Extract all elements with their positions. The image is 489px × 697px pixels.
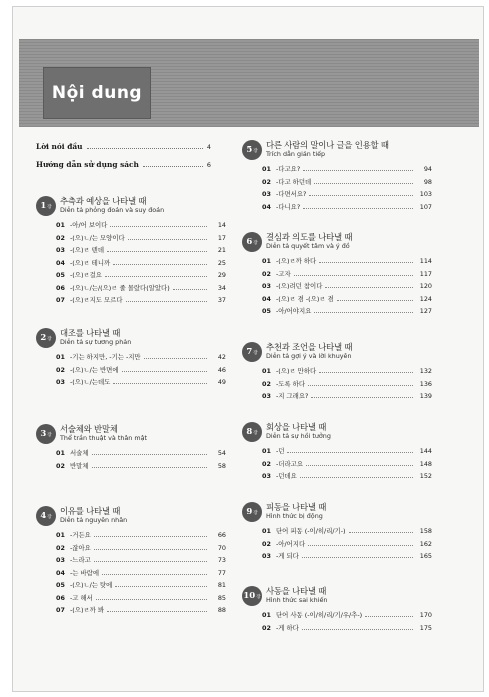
item-text: -다고요? [276,165,301,173]
chapter-number-badge [242,342,262,362]
item-page: 66 [217,531,226,539]
intro-page: 4 [206,143,211,151]
dot-leader [306,465,413,466]
chapter-suffix: 장 [253,431,258,436]
dot-leader [314,312,413,313]
item-text: -(으)ㄴ/는 탓에 [70,581,113,589]
item-text: -(으)ㄹ까 봐 [70,606,105,614]
dot-leader [92,467,207,468]
toc-item [56,220,226,233]
dot-leader [107,611,207,612]
toc-item [56,555,226,568]
intro-item-preface [36,142,211,151]
toc-item [262,189,432,202]
chapter-number-badge [242,586,262,606]
intro-page: 6 [206,161,211,169]
item-number: 01 [262,257,271,265]
toc-item [56,568,226,581]
item-number: 01 [56,353,65,361]
chapter-number: 1 [40,201,47,211]
chapter-items [262,526,432,564]
toc-item [262,623,432,636]
item-page: 54 [217,449,226,457]
item-page: 17 [217,233,226,242]
item-number: 02 [262,269,271,278]
item-number: 03 [262,552,271,560]
item-text: -(으)ㄹ 테니까 [70,258,111,267]
item-page: 21 [217,246,226,254]
item-number: 07 [56,606,65,614]
chapter-number-badge [242,140,262,160]
item-number: 01 [262,165,271,173]
item-number: 03 [262,190,271,198]
item-number: 03 [262,392,271,400]
item-text: -고 해서 [70,593,93,602]
chapter-subtitle: Diễn tả quyết tâm và ý đồ [266,242,350,250]
item-text: -던데요 [276,472,297,480]
item-page: 58 [217,461,226,470]
dot-leader [87,148,203,149]
toc-item [56,461,226,474]
item-page: 120 [419,282,432,290]
item-number: 05 [56,581,65,589]
item-number: 02 [262,177,271,186]
toc-item [56,448,226,461]
chapter-suffix: 장 [253,511,258,516]
item-number: 06 [56,283,65,292]
item-text: -는 바람에 [70,568,100,577]
item-text: -기는 하지만, -기는 -지만 [70,353,141,361]
intro-label: Lời nói đầu [36,142,83,151]
item-page: 98 [423,177,432,186]
dot-leader [94,549,207,550]
toc-item [262,177,432,190]
chapter-title: 회상을 나타낼 때 [266,422,327,432]
item-text: -(으)ㄴ/는/(으)ㄹ 줄 몰랐다(알았다) [70,283,170,292]
chapter-subtitle: Diễn tả gợi ý và lời khuyên [266,352,352,360]
item-text: -(으)ㄹ까 하다 [276,257,317,265]
dot-leader [349,532,413,533]
chapter-suffix: 장 [47,337,52,342]
item-text: -지 그래요? [276,392,309,400]
item-number: 05 [262,307,271,315]
item-text: -느라고 [70,556,91,564]
toc-item [56,270,226,283]
chapter-number: 3 [40,429,47,439]
item-page: 77 [217,568,226,577]
dot-leader [319,262,413,263]
toc-item [262,446,432,459]
toc-item [56,377,226,390]
item-text: -아/어야지요 [276,307,312,315]
item-number: 01 [262,527,271,535]
item-text: -(으)ㄹ지도 모르다 [70,296,123,304]
dot-leader [126,301,207,302]
item-page: 148 [419,459,432,468]
item-page: 175 [419,623,432,632]
chapter-items [56,530,226,618]
item-text: -다면서요? [276,190,307,198]
chapter-number: 8 [246,427,253,437]
dot-leader [303,208,413,209]
toc-item [262,269,432,282]
item-number: 02 [56,543,65,552]
dot-leader [302,629,413,630]
chapter-subtitle: Diễn tả sự hồi tưởng [266,432,331,440]
item-text: -잖아요 [70,543,91,552]
toc-item [262,281,432,294]
item-number: 03 [262,282,271,290]
item-number: 01 [262,447,271,455]
dot-leader [294,275,413,276]
item-number: 04 [56,258,65,267]
toc-item [262,366,432,379]
chapter-items [56,220,226,308]
item-number: 01 [56,449,65,457]
toc-item [262,471,432,484]
chapter-title: 이유를 나타낼 때 [60,506,121,516]
item-page: 34 [217,283,226,292]
item-number: 04 [262,202,271,211]
chapter-items [262,256,432,319]
item-page: 162 [419,539,432,548]
toc-item [56,605,226,618]
chapter-number-badge [242,232,262,252]
toc-item [56,593,226,606]
dot-leader [128,239,207,240]
chapter-title: 추측과 예상을 나타낼 때 [60,196,147,206]
item-number: 02 [262,539,271,548]
item-page: 165 [419,552,432,560]
toc-item [262,202,432,215]
item-page: 136 [419,379,432,388]
item-text: -아/어지다 [276,539,306,548]
item-number: 02 [56,461,65,470]
dot-leader [337,300,413,301]
toc-item [262,551,432,564]
chapter-number: 6 [246,237,253,247]
dot-leader [102,574,207,575]
chapter-title: 피동을 나타낼 때 [266,502,327,512]
item-page: 114 [419,257,432,265]
chapter-title: 사동을 나타낼 때 [266,586,327,596]
item-page: 117 [419,269,432,278]
dot-leader [143,166,203,167]
chapter-title: 결심과 의도를 나타낼 때 [266,232,353,242]
toc-item [262,379,432,392]
chapter-suffix: 장 [256,595,261,600]
item-number: 04 [262,294,271,303]
item-text: -(으)ㄴ/는데도 [70,378,111,386]
chapter-title: 다른 사람의 말이나 글을 인용할 때 [266,140,389,150]
chapter-items [262,164,432,214]
toc-item [56,283,226,296]
dot-leader [303,170,413,171]
dot-leader [122,371,207,372]
item-page: 73 [217,556,226,564]
intro-item-guide [36,160,211,169]
item-page: 42 [217,353,226,361]
item-number: 03 [262,472,271,480]
item-page: 94 [423,165,432,173]
chapter-number: 2 [40,333,47,343]
item-text: -(으)ㄴ/는 모양이다 [70,233,125,242]
toc-item [56,530,226,543]
item-text: 서술체 [70,449,89,457]
toc-item [262,294,432,307]
item-number: 03 [56,246,65,254]
dot-leader [365,616,413,617]
item-page: 127 [419,307,432,315]
item-text: -게 되다 [276,552,299,560]
item-number: 02 [56,365,65,374]
dot-leader [107,251,207,252]
chapter-title: 대조를 나타낼 때 [60,328,121,338]
chapter-subtitle: Diễn tả nguyên nhân [60,516,128,524]
item-number: 02 [56,233,65,242]
item-page: 88 [217,606,226,614]
chapter-subtitle: Hình thức sai khiến [266,596,328,604]
dot-leader [110,226,207,227]
item-page: 85 [217,593,226,602]
chapter-suffix: 장 [47,205,52,210]
item-page: 37 [217,296,226,304]
item-number: 04 [56,568,65,577]
item-text: -(으)ㄹ 만하다 [276,367,317,375]
item-text: -고자 [276,269,291,278]
dot-leader [173,289,207,290]
toc-item [56,258,226,271]
intro-label: Hướng dẫn sử dụng sách [36,160,139,169]
toc-item [262,539,432,552]
chapter-number: 4 [40,511,47,521]
item-number: 02 [262,459,271,468]
dot-leader [94,536,207,537]
item-page: 70 [217,543,226,552]
dot-leader [309,195,413,196]
item-text: 반말체 [70,461,89,470]
dot-leader [113,383,207,384]
chapter-suffix: 장 [47,515,52,520]
dot-leader [308,385,413,386]
dot-leader [308,545,413,546]
item-page: 139 [419,392,432,400]
chapter-number: 10 [243,591,256,601]
chapter-number-badge [36,424,56,444]
chapter-subtitle: Trích dẫn gián tiếp [266,150,326,158]
item-text: -(으)ㄴ/는 반면에 [70,365,119,374]
toc-item [56,365,226,378]
toc-item [56,233,226,246]
toc-item [56,543,226,556]
item-page: 158 [419,527,432,535]
item-page: 29 [217,271,226,279]
item-text: -거든요 [70,531,91,539]
chapter-number-badge [36,196,56,216]
chapter-items [56,352,226,390]
dot-leader [319,372,413,373]
chapter-number: 7 [246,347,253,357]
dot-leader [311,397,413,398]
item-page: 124 [419,294,432,303]
chapter-number-badge [242,422,262,442]
item-number: 01 [56,221,65,229]
item-text: -(으)ㄹ 겸 -(으)ㄹ 겸 [276,294,334,303]
toc-item [56,352,226,365]
chapter-number-badge [36,506,56,526]
item-page: 132 [419,367,432,375]
item-text: -게 하다 [276,623,299,632]
item-page: 46 [217,365,226,374]
item-text: -던 [276,447,285,455]
item-number: 01 [262,367,271,375]
page-title: Nội dung [43,67,151,119]
item-text: -도록 하다 [276,379,306,388]
item-number: 01 [262,611,271,619]
item-number: 05 [56,271,65,279]
item-text: -(으)ㄹ걸요 [70,271,102,279]
dot-leader [325,287,413,288]
item-number: 06 [56,593,65,602]
chapter-items [56,448,226,473]
chapter-number: 5 [246,145,253,155]
dot-leader [113,264,207,265]
toc-item [262,391,432,404]
item-number: 01 [56,531,65,539]
item-page: 152 [419,472,432,480]
chapter-subtitle: Diễn tả phỏng đoán và suy đoán [60,206,165,214]
item-text: 단어 사동 (-이/히/리/기/우/추-) [276,611,363,619]
toc-item [262,610,432,623]
item-page: 81 [217,581,226,589]
item-text: -(으)려던 참이다 [276,282,323,290]
dot-leader [92,454,207,455]
toc-item [262,526,432,539]
item-page: 14 [217,221,226,229]
chapter-subtitle: Diễn tả sự tương phản [60,338,132,346]
chapter-number-badge [36,328,56,348]
chapter-suffix: 장 [253,351,258,356]
item-text: -아/어 보이다 [70,221,108,229]
item-text: -(으)ㄹ 텐데 [70,246,105,254]
item-text: -더라고요 [276,459,303,468]
dot-leader [287,452,413,453]
dot-leader [94,561,207,562]
chapter-items [262,610,432,635]
dot-leader [300,477,413,478]
item-page: 25 [217,258,226,267]
chapter-number-badge [242,502,262,522]
item-page: 107 [419,202,432,211]
dot-leader [314,183,413,184]
chapter-suffix: 장 [47,433,52,438]
item-page: 49 [217,378,226,386]
item-page: 170 [419,611,432,619]
chapter-suffix: 장 [253,241,258,246]
chapter-subtitle: Hình thức bị động [266,512,323,520]
toc-item [262,459,432,472]
toc-item [262,164,432,177]
dot-leader [115,586,207,587]
item-page: 103 [419,190,432,198]
item-number: 02 [262,379,271,388]
item-number: 07 [56,296,65,304]
chapter-title: 서술체와 반말체 [60,424,118,434]
item-number: 03 [56,556,65,564]
item-text: 단어 피동 (-이/히/리/기-) [276,527,346,535]
item-number: 03 [56,378,65,386]
chapter-title: 추천과 조언을 나타낼 때 [266,342,353,352]
dot-leader [144,358,207,359]
dot-leader [302,557,413,558]
item-text: -다고 하던데 [276,177,312,186]
toc-item [262,306,432,319]
toc-item [56,245,226,258]
item-page: 144 [419,447,432,455]
item-text: -다니요? [276,202,301,211]
chapter-subtitle: Thể trần thuật và thân mật [60,434,148,442]
dot-leader [105,276,207,277]
toc-item [262,256,432,269]
item-number: 02 [262,623,271,632]
chapter-number: 9 [246,507,253,517]
chapter-items [262,366,432,404]
toc-item [56,580,226,593]
chapter-items [262,446,432,484]
toc-item [56,295,226,308]
dot-leader [96,599,207,600]
chapter-suffix: 장 [253,149,258,154]
